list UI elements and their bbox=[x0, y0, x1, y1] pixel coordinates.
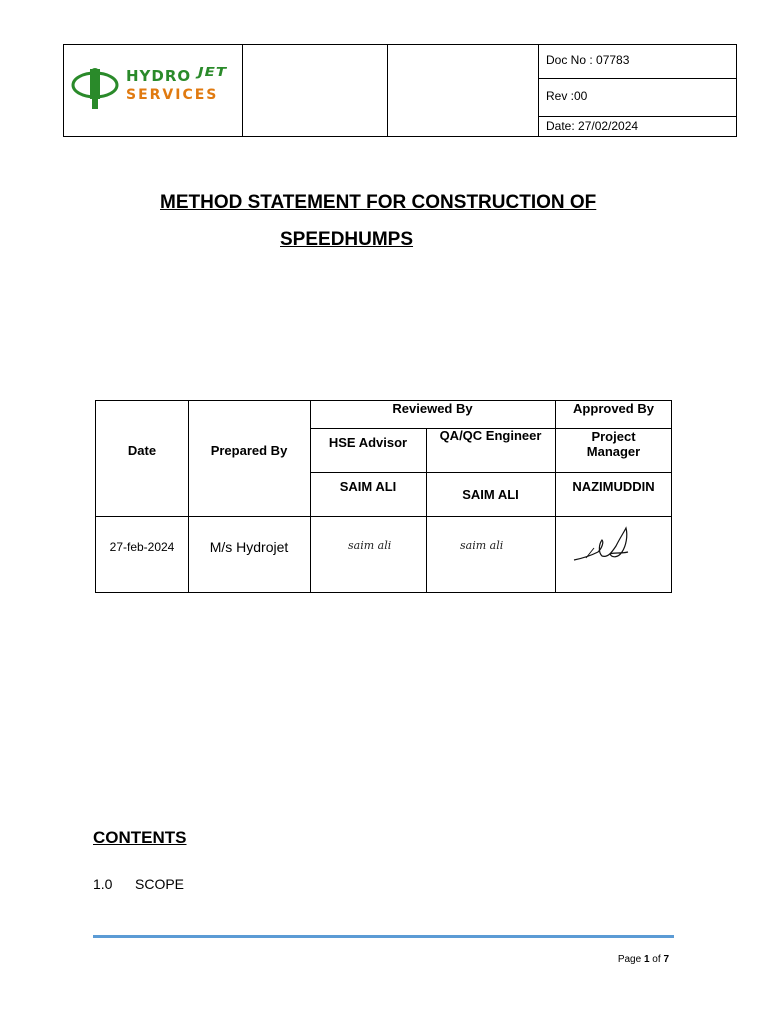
project-manager-header bbox=[555, 429, 672, 459]
header-divider bbox=[242, 45, 243, 136]
date-header: Date bbox=[127, 443, 157, 458]
pm-name: NAZIMUDDIN bbox=[572, 479, 655, 494]
footer-rule bbox=[93, 935, 674, 938]
logo-emblem-icon bbox=[70, 65, 120, 111]
toc-item-label: SCOPE bbox=[135, 876, 185, 892]
page-current: 1 bbox=[643, 954, 650, 965]
hse-name: SAIM ALI bbox=[339, 479, 397, 494]
project-manager-line2: Manager bbox=[586, 444, 641, 459]
document-title: SPEEDHUMPS bbox=[280, 229, 414, 250]
toc-item-number: 1.0 bbox=[93, 876, 113, 892]
logo-text: SERVICES bbox=[126, 87, 219, 103]
project-manager-line1: Project bbox=[591, 429, 636, 444]
logo-text: HYDRO bbox=[126, 67, 192, 85]
table-border bbox=[310, 472, 672, 473]
company-logo bbox=[70, 61, 240, 121]
prepared-by-header: Prepared By bbox=[210, 443, 288, 458]
logo-text: JET bbox=[198, 64, 228, 80]
row-prepared-by: M/s Hydrojet bbox=[209, 539, 289, 555]
qaqc-name: SAIM ALI bbox=[462, 487, 519, 502]
page-of: of bbox=[649, 954, 664, 965]
header-divider bbox=[387, 45, 388, 136]
table-border bbox=[96, 516, 672, 517]
page-total: 7 bbox=[663, 954, 669, 965]
approved-by-header: Approved By bbox=[573, 401, 654, 416]
hse-signature: saim ali bbox=[348, 539, 392, 552]
document-header bbox=[63, 44, 737, 137]
page-prefix: Page bbox=[617, 954, 644, 965]
approval-table bbox=[95, 400, 672, 593]
document-title: METHOD STATEMENT FOR CONSTRUCTION OF bbox=[160, 192, 597, 213]
doc-number: Doc No : 07783 bbox=[546, 53, 630, 67]
header-divider bbox=[538, 116, 736, 117]
header-divider bbox=[538, 45, 539, 136]
header-divider bbox=[538, 78, 736, 79]
reviewed-by-header: Reviewed By bbox=[392, 401, 473, 416]
table-border bbox=[426, 428, 427, 592]
table-border bbox=[310, 401, 311, 592]
contents-heading: CONTENTS bbox=[93, 828, 187, 847]
page-number bbox=[618, 954, 669, 965]
table-border bbox=[188, 401, 189, 592]
qaqc-engineer-header: QA/QC Engineer bbox=[439, 428, 542, 443]
row-date: 27-feb-2024 bbox=[109, 540, 175, 554]
hse-advisor-header: HSE Advisor bbox=[328, 435, 408, 450]
pm-signature bbox=[572, 522, 642, 566]
revision: Rev :00 bbox=[546, 89, 588, 103]
qaqc-signature: saim ali bbox=[460, 539, 504, 552]
doc-date: Date: 27/02/2024 bbox=[546, 119, 639, 133]
